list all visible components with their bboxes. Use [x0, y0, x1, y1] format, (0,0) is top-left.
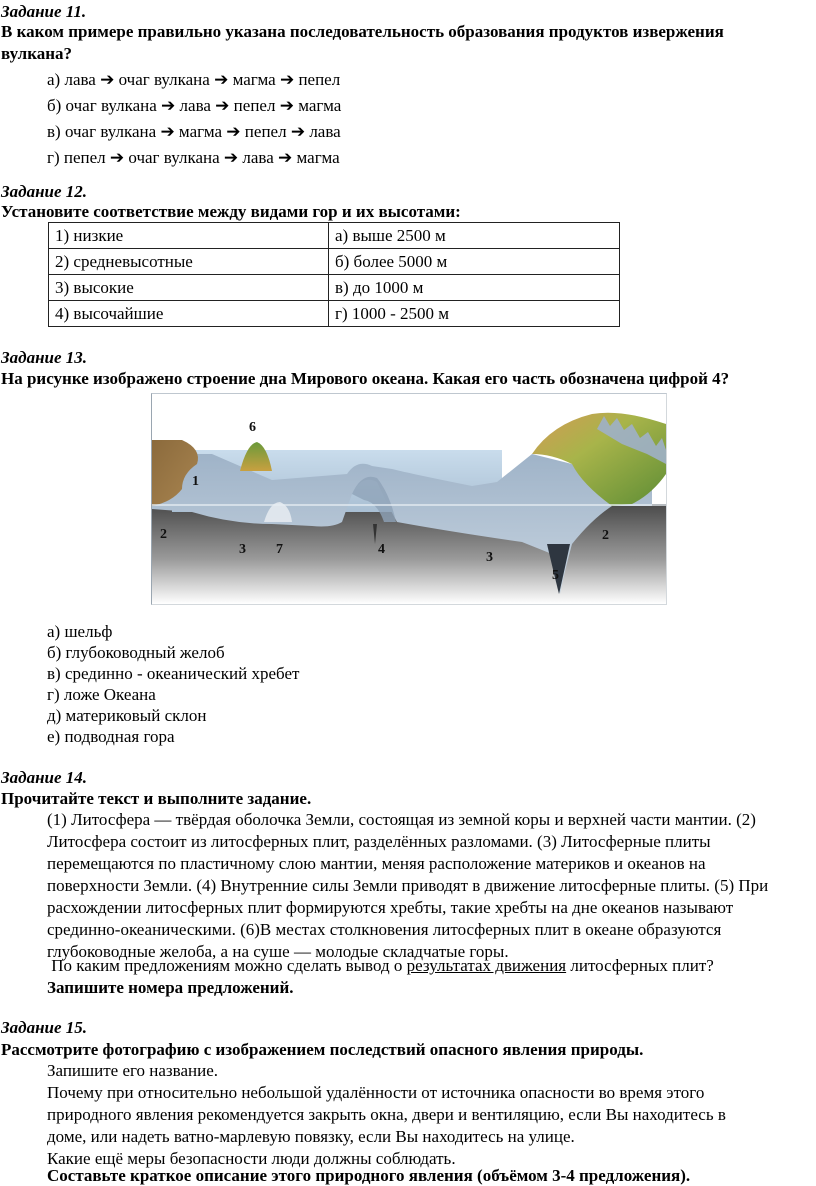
figure-label-2-left: 2 — [160, 527, 167, 542]
mountain-type-cell: 3) высокие — [49, 275, 329, 301]
task-13-title: Задание 13. — [1, 348, 88, 367]
task-14-text-line: поверхности Земли. (4) Внутренние силы Земли приводят в движение литосферные плиты. (5) При — [47, 876, 769, 895]
task-15-line: Запишите его название. — [47, 1061, 218, 1080]
height-cell: б) более 5000 м — [329, 249, 620, 275]
task-14-text-line: (1) Литосфера — твёрдая оболочка Земли, состоящая из земной коры и верхней части мантии. (2) — [47, 810, 756, 829]
task-11-option-b: б) очаг вулкана ➔ лава ➔ пепел ➔ магма — [47, 96, 342, 115]
task-13-option-e: е) подводная гора — [47, 727, 175, 746]
task-14-answer-instruction: Запишите номера предложений. — [47, 978, 294, 997]
task-15-line: доме, или надеть ватно-марлевую повязку, если Вы находитесь на улице. — [47, 1127, 575, 1146]
task-13-question: На рисунке изображено строение дна Мирового океана. Какая его часть обозначена цифрой 4? — [1, 369, 730, 388]
task-13-option-g: г) ложе Океана — [47, 685, 156, 704]
height-cell: а) выше 2500 м — [329, 223, 620, 249]
figure-label-3-right: 3 — [486, 550, 493, 565]
task-14-text-line: расхождении литосферных плит формируются хребты, такие хребты на дне океанов называют — [47, 898, 734, 917]
mountain-type-cell: 1) низкие — [49, 223, 329, 249]
task-14-question-underlined: результатах движения — [406, 956, 567, 975]
task-15-line: Какие ещё меры безопасности люди должны соблюдать. — [47, 1149, 456, 1168]
ocean-floor-illustration — [152, 394, 666, 604]
task-15-final-instruction: Составьте краткое описание этого природного явления (объёмом 3-4 предложения). — [47, 1166, 691, 1185]
task-14-question-prefix: По каким предложениям можно сделать вывод о — [47, 956, 407, 975]
mountain-type-cell: 4) высочайшие — [49, 301, 329, 327]
task-11-option-v: в) очаг вулкана ➔ магма ➔ пепел ➔ лава — [47, 122, 341, 141]
ocean-floor-diagram — [151, 393, 667, 605]
table-row — [49, 301, 620, 327]
task-14-text-line: перемещаются по пластичному слою мантии, меняя расположение материков и океанов на — [47, 854, 706, 873]
height-cell: г) 1000 - 2500 м — [329, 301, 620, 327]
table-row — [49, 223, 620, 249]
figure-label-6: 6 — [249, 420, 256, 435]
figure-label-5: 5 — [552, 568, 559, 583]
task-13-option-a: а) шельф — [47, 622, 113, 641]
task-12-question: Установите соответствие между видами гор и их высотами: — [1, 202, 461, 221]
mountain-type-cell: 2) средневысотные — [49, 249, 329, 275]
task-12-title: Задание 12. — [1, 182, 88, 201]
task-14-title: Задание 14. — [1, 768, 88, 787]
task-14-text-line: Литосфера состоит из литосферных плит, разделённых разломами. (3) Литосферные плиты — [47, 832, 711, 851]
task-11-title: Задание 11. — [1, 2, 87, 21]
task-11-option-a: а) лава ➔ очаг вулкана ➔ магма ➔ пепел — [47, 70, 341, 89]
task-14-text-line: срединно-океаническими. (6)В местах столкновения литосферных плит в океане образуются — [47, 920, 722, 939]
height-cell: в) до 1000 м — [329, 275, 620, 301]
task-14-question-suffix: литосферных плит? — [566, 956, 714, 975]
task-15-line: Почему при относительно небольшой удалённости от источника опасности во время этого — [47, 1083, 705, 1102]
figure-label-1: 1 — [192, 474, 199, 489]
task-15-title: Задание 15. — [1, 1018, 88, 1037]
task-14-question — [47, 956, 714, 976]
task-14-text-line: глубоководные желоба, а на суше — молодые складчатые горы. — [47, 942, 509, 961]
table-row — [49, 275, 620, 301]
figure-label-2-right: 2 — [602, 528, 609, 543]
task-13-option-v: в) срединно - океанический хребет — [47, 664, 300, 683]
task-14-instruction: Прочитайте текст и выполните задание. — [1, 789, 312, 808]
task-13-option-b: б) глубоководный желоб — [47, 643, 225, 662]
task-11-question-line-1: В каком примере правильно указана последовательность образования продуктов извержения — [1, 22, 724, 41]
matching-table — [48, 222, 620, 327]
figure-label-4: 4 — [378, 542, 385, 557]
task-15-instruction: Рассмотрите фотографию с изображением последствий опасного явления природы. — [1, 1040, 644, 1059]
table-row — [49, 249, 620, 275]
figure-label-7: 7 — [276, 542, 283, 557]
figure-label-3-left: 3 — [239, 542, 246, 557]
task-15-line: природного явления рекомендуется закрыть окна, двери и вентиляцию, если Вы находитесь в — [47, 1105, 726, 1124]
task-13-option-d: д) материковый склон — [47, 706, 207, 725]
task-11-option-g: г) пепел ➔ очаг вулкана ➔ лава ➔ магма — [47, 148, 340, 167]
task-11-question-line-2: вулкана? — [1, 44, 73, 63]
